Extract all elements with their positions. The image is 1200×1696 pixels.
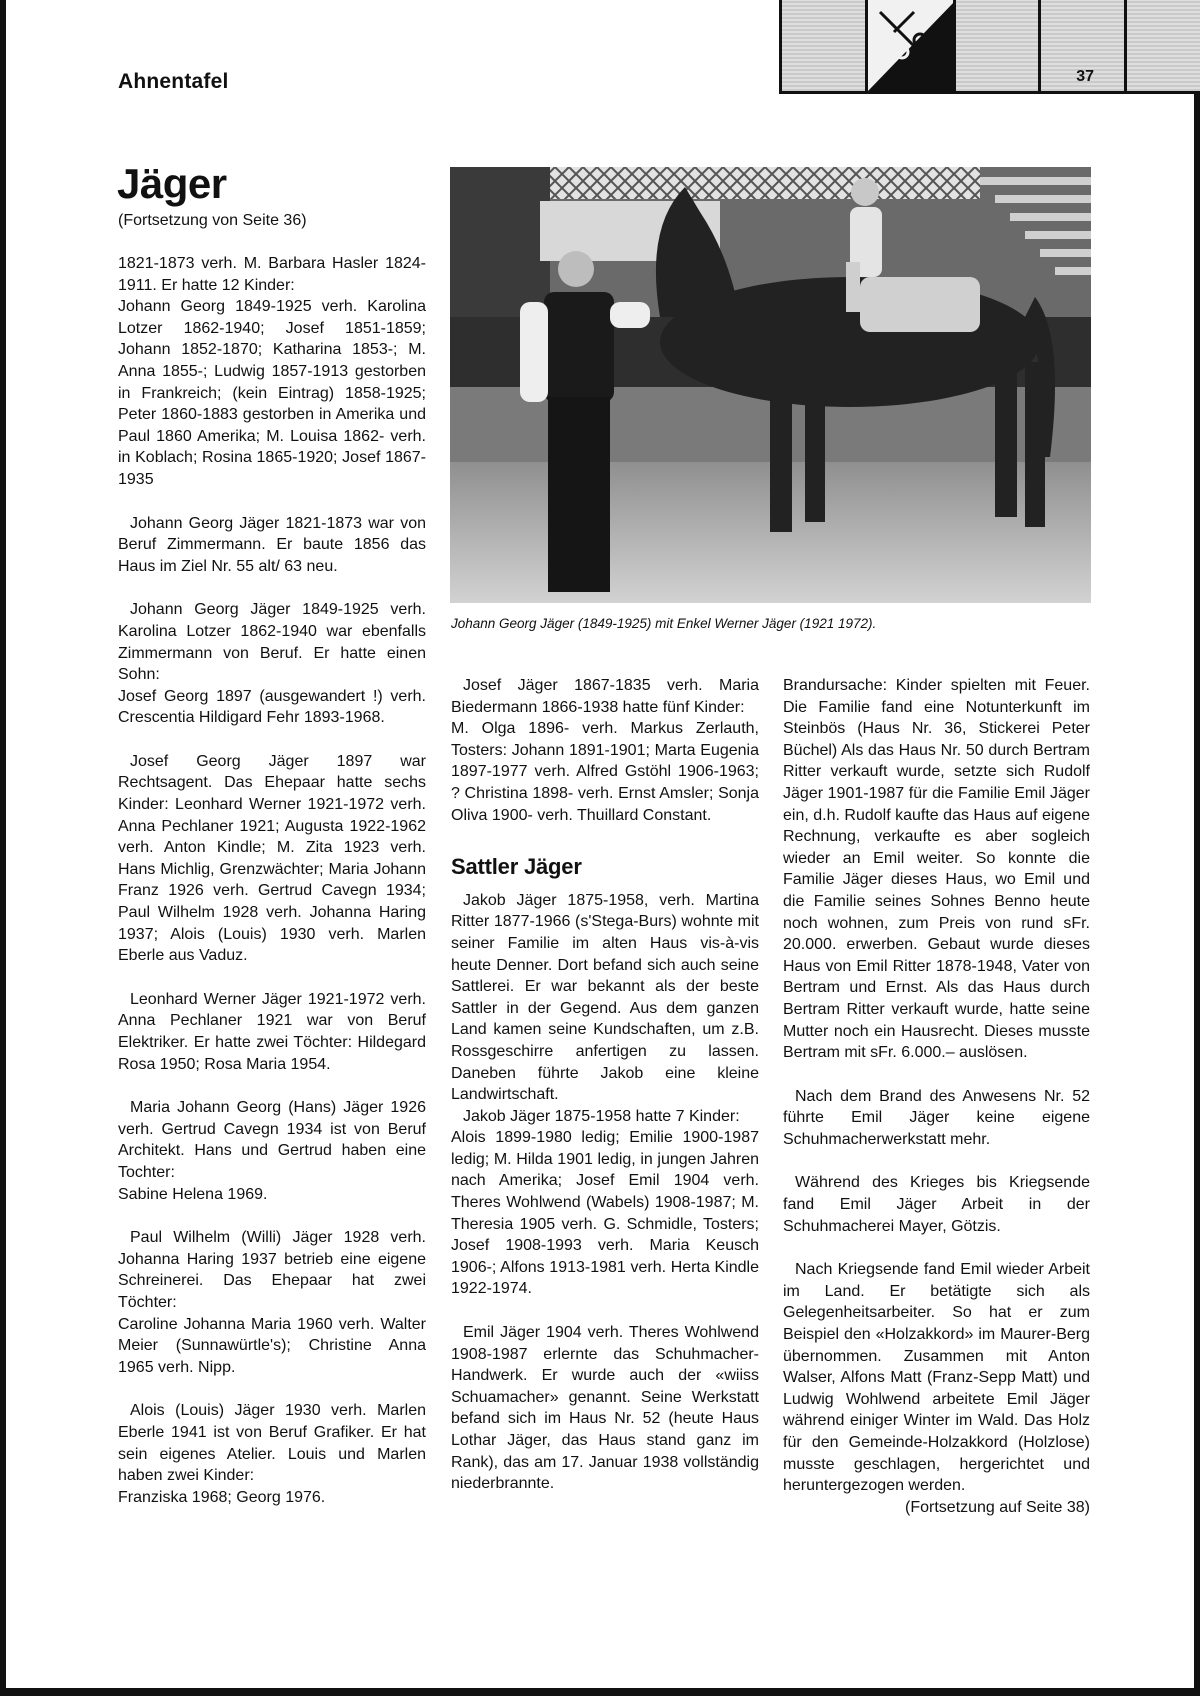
paragraph bbox=[783, 1086, 1090, 1151]
page-border-bottom bbox=[0, 1688, 1200, 1696]
text-line: Jakob Jäger 1875-1958, verh. Martina Ritter 1877-1966 (s'Stega-Burs) wohnte mit seiner Familie im alten Haus vis-à-vis heute Denner. Dort befand sich auch seine Sattlerei. Er war bekannt als der beste Sattler in der Gegend. Aus dem ganzen Land kamen seine Kundschaften, um z.B. Rossgeschirre anfertigen zu lassen. Daneben führte Jakob eine kleine Landwirtschaft. bbox=[451, 891, 759, 1104]
text-line: Nach dem Brand des Anwesens Nr. 52 führte Emil Jäger keine eigene Schuhmacherwerkstatt mehr. bbox=[783, 1087, 1090, 1148]
text-line: Leonhard Werner Jäger 1921-1972 verh. Anna Pechlaner 1921 war von Beruf Elektriker. Er hatte zwei Töchter: Hildegard Rosa 1950; Rosa Maria 1954. bbox=[118, 990, 426, 1073]
scissors-icon bbox=[868, 0, 956, 91]
text-line: Josef Georg Jäger 1897 war Rechtsagent. Das Ehepaar hatte sechs Kinder: Leonhard Werner 1921-1972 verh. Anna Pechlaner 1921; Augusta 1922-1962 verh. Anton Kindle; M. Zita 1923 verh. Hans Michlig, Grenzwächter; Maria Johann Franz 1926 verh. Gertrud Cavegn 1934; Paul Wilhelm 1928 verh. Johanna Haring 1937; Alois (Louis) 1930 verh. Marlen Eberle aus Vaduz. bbox=[118, 752, 426, 965]
text-line: Alois (Louis) Jäger 1930 verh. Marlen Eberle 1941 ist von Beruf Grafiker. Er hat sein eigenes Atelier. Louis und Marlen haben zwei Kinder: bbox=[118, 1402, 426, 1485]
text-line: Emil Jäger 1904 verh. Theres Wohlwend 1908-1987 erlernte das Schuhmacher-Handwerk. Er wurde auch der «wiiss Schuamacher» genannt. Seine Werkstatt befand sich im Haus Nr. 52 (heute Haus Lothar Jäger, das Haus stand ganz im Rank), das am 17. Januar 1938 vollständig niederbrannte. bbox=[451, 1324, 759, 1493]
article-subtitle: (Fortsetzung von Seite 36) bbox=[118, 212, 307, 229]
text-line: Johann Georg Jäger 1849-1925 verh. Karolina Lotzer 1862-1940 war ebenfalls Zimmermann von Beruf. Er hatte einen Sohn: bbox=[118, 601, 426, 684]
text-line: M. Olga 1896- verh. Markus Zerlauth, Tosters: Johann 1891-1901; Marta Eugenia 1897-1977 verh. Alfred Gstöhl 1906-1963; ? Christina 1898- verh. Ernst Amsler; Sonja Oliva 1900- verh. Thuillard Constant. bbox=[451, 720, 759, 824]
text-line: Während des Krieges bis Kriegsende fand Emil Jäger Arbeit in der Schuhmacherei Mayer, Götzis. bbox=[783, 1174, 1090, 1235]
left-column bbox=[118, 253, 426, 1508]
paragraph bbox=[118, 513, 426, 578]
text-line: 1821-1873 verh. M. Barbara Hasler 1824-1911. Er hatte 12 Kinder: bbox=[118, 255, 426, 294]
paragraph bbox=[118, 751, 426, 967]
paragraph bbox=[118, 1097, 426, 1205]
paragraph bbox=[451, 1322, 759, 1495]
text-line: Franziska 1968; Georg 1976. bbox=[118, 1488, 326, 1506]
section-header: Ahnentafel bbox=[118, 70, 229, 93]
text-line: Caroline Johanna Maria 1960 verh. Walter Meier (Sunnawürtle's); Christine Anna 1965 verh. Nipp. bbox=[118, 1315, 426, 1376]
section-heading: Sattler Jäger bbox=[451, 854, 582, 880]
page-number: 37 bbox=[1076, 68, 1094, 85]
text-line: Sabine Helena 1969. bbox=[118, 1185, 268, 1203]
page-border-left bbox=[0, 0, 6, 1696]
paragraph bbox=[118, 989, 426, 1075]
right-column bbox=[783, 675, 1090, 1518]
paragraph bbox=[783, 675, 1090, 1064]
text-line: Josef Jäger 1867-1835 verh. Maria Biedermann 1866-1938 hatte fünf Kinder: bbox=[451, 677, 759, 716]
continuation-note: (Fortsetzung auf Seite 38) bbox=[905, 1498, 1090, 1516]
historical-photo bbox=[450, 167, 1091, 603]
paragraph bbox=[783, 1172, 1090, 1237]
text-line: Johann Georg 1849-1925 verh. Karolina Lotzer 1862-1940; Josef 1851-1859; Johann 1852-1870; Katharina 1853-; M. Anna 1855-; Ludwig 1857-1913 gestorben in Frankreich; (kein Eintrag) 1858-1925; Peter 1860-1883 gestorben in Amerika und Paul 1860 Amerika; M. Louisa 1862- verh. in Koblach; Rosina 1865-1920; Josef 1867-1935 bbox=[118, 298, 426, 488]
paragraph bbox=[451, 1127, 759, 1300]
text-line: Jakob Jäger 1875-1958 hatte 7 Kinder: bbox=[463, 1107, 740, 1125]
paragraph bbox=[783, 1259, 1090, 1497]
article-title: Jäger bbox=[117, 160, 227, 207]
text-line: Josef Georg 1897 (ausgewandert !) verh. Crescentia Hildigard Fehr 1893-1968. bbox=[118, 687, 426, 727]
text-line: Johann Georg Jäger 1821-1873 war von Beruf Zimmermann. Er baute 1856 das Haus im Ziel Nr. 55 alt/ 63 neu. bbox=[118, 514, 426, 575]
paragraph bbox=[451, 890, 759, 1106]
tab-cell bbox=[782, 0, 868, 91]
text-line: Paul Wilhelm (Willi) Jäger 1928 verh. Johanna Haring 1937 betrieb eine eigene Schreinerei. Das Ehepaar hat zwei Töchter: bbox=[118, 1229, 426, 1311]
text-line: Nach Kriegsende fand Emil wieder Arbeit im Land. Er betätigte sich als Gelegenheitsarbeiter. So hat er zum Beispiel den «Holzakkord» im Maurer-Berg übernommen. Zusammen mit Anton Walser, Alfons Matt (Franz-Sepp Matt) und Ludwig Wohlwend arbeitete Emil Jäger während einiger Winter im Wald. Das Holz für den Gemeinde-Holzakkord (Holzlose) musste geschlagen, hergerichtet und heruntergezogen werden. bbox=[783, 1261, 1090, 1495]
photo-caption: Johann Georg Jäger (1849-1925) mit Enkel Werner Jäger (1921 1972). bbox=[451, 616, 877, 631]
paragraph bbox=[451, 675, 759, 718]
paragraph bbox=[118, 1227, 426, 1378]
paragraph bbox=[118, 1400, 426, 1508]
paragraph bbox=[118, 253, 426, 491]
paragraph bbox=[451, 718, 759, 826]
tab-cell bbox=[956, 0, 1041, 91]
paragraph bbox=[118, 599, 426, 729]
paragraph bbox=[451, 1106, 759, 1128]
text-line: Brandursache: Kinder spielten mit Feuer. Die Familie fand eine Notunterkunft im Steinbös (Haus Nr. 36, Stickerei Peter Büchel) Als das Haus Nr. 50 durch Bertram Ritter verkauft wurde, setzte sich Rudolf Jäger 1901-1987 für die Familie Emil Jäger ein, d.h. Rudolf kaufte das Haus auf eigene Rechnung, verkaufte es aber sogleich wieder an Emil weiter. So konnte die Familie Jäger dieses Haus, wo Emil und die Familie seines Sohnes Benno heute noch wohnen, zum Preis von rund sFr. 20.000. erwerben. Gebaut wurde dieses Haus von Emil Ritter 1878-1948, Vater von Bertram und Ernst. Als das Haus durch Bertram Ritter verkauft wurde, hatte seine Mutter noch ein Hausrecht. Dieses musste Bertram mit sFr. 6.000.– auslösen. bbox=[783, 677, 1090, 1062]
tab-cell bbox=[1127, 0, 1200, 91]
text-line: Maria Johann Georg (Hans) Jäger 1926 verh. Gertrud Cavegn 1934 ist von Beruf Architekt. Hans und Gertrud haben eine Tochter: bbox=[118, 1099, 426, 1181]
page-border-right bbox=[1194, 0, 1200, 1696]
middle-column bbox=[451, 675, 759, 1495]
header-tab-bar bbox=[779, 0, 1200, 94]
text-line: Alois 1899-1980 ledig; Emilie 1900-1987 ledig; M. Hilda 1901 ledig, in jungen Jahren nach Amerika; Josef Emil 1904 verh. Theres Wohlwend (Wabels) 1908-1987; M. Theresia 1905 verh. G. Schmidle, Tosters; Josef 1908-1993 verh. Maria Keusch 1906-; Alfons 1913-1981 verh. Herta Kindle 1922-1974. bbox=[451, 1129, 759, 1298]
